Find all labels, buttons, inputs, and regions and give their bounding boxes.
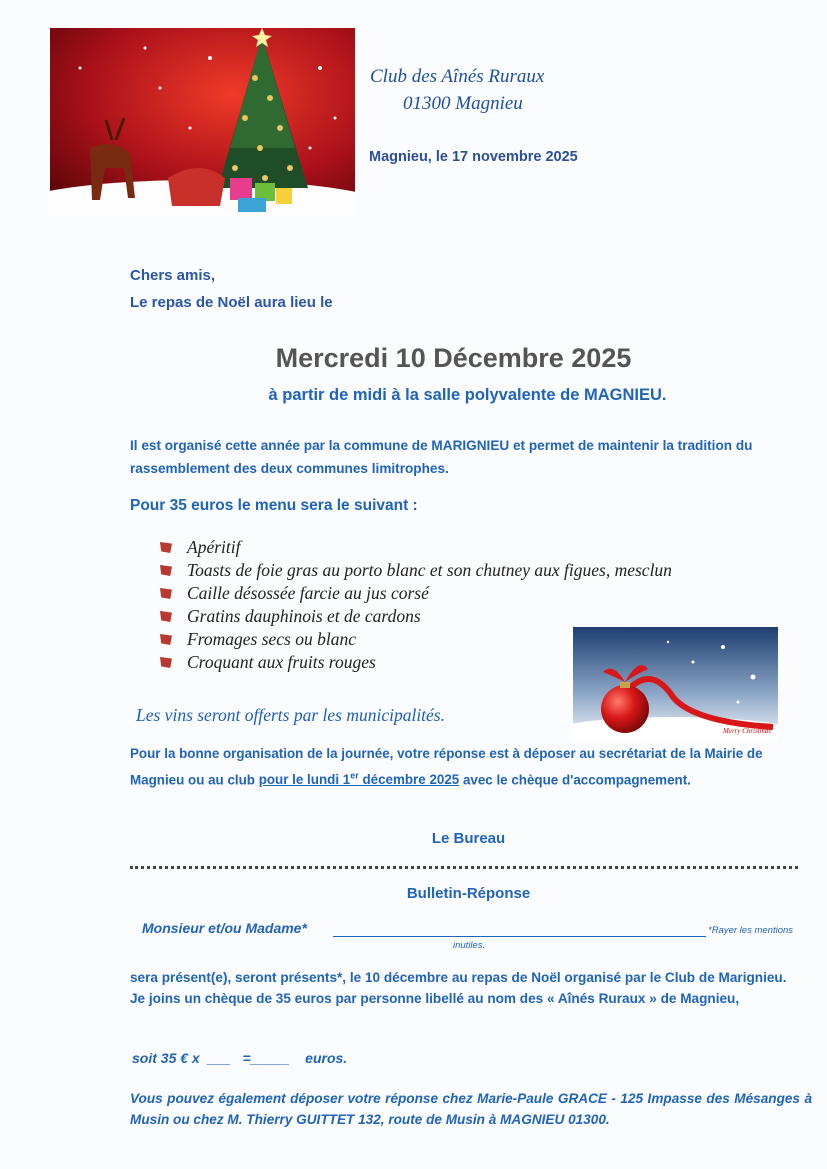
deadline xyxy=(259,772,460,787)
organisation-text-2: avec le chèque d'accompagnement. xyxy=(459,772,691,788)
deadline-post: décembre 2025 xyxy=(358,772,460,788)
greeting xyxy=(130,262,333,316)
ribbon-bullet-icon xyxy=(160,611,172,622)
greeting-line-2: Le repas de Noël aura lieu le xyxy=(130,294,333,311)
organisation-text-1: Pour la bonne organisation de la journée, votre réponse est à déposer au secrétariat de la Mairie de Magnieu ou au club xyxy=(130,746,763,788)
ornament-caption: Merry Christmas xyxy=(723,727,772,735)
menu-item xyxy=(160,536,672,559)
presence-paragraph xyxy=(130,967,810,1009)
event-place: à partir de midi à la salle polyvalente de MAGNIEU. xyxy=(268,386,667,404)
presence-text: sera présent(e), seront présents*, le 10 décembre au repas de Noël organisé par le Club de Marignieu. xyxy=(130,970,787,985)
menu-item-label: Gratins dauphinois et de cardons xyxy=(187,606,421,626)
menu-item-label: Croquant aux fruits rouges xyxy=(187,652,376,672)
menu-item-label: Fromages secs ou blanc xyxy=(187,629,356,649)
name-field-line[interactable] xyxy=(333,936,706,937)
christmas-ornament-picture xyxy=(573,627,778,740)
christmas-tree-picture xyxy=(50,28,355,216)
alternative-paragraph: Vous pouvez également déposer votre réponse chez Marie-Paule GRACE - 125 Impasse des Mésanges à Musin ou chez M. Thierry GUITTET 132, route de Musin à MAGNIEU 01300. xyxy=(130,1091,812,1127)
cheque-text: Je joins un chèque de 35 euros par personne libellé au nom des « Aînés Ruraux » de Magnieu, xyxy=(130,991,740,1006)
menu-item xyxy=(160,559,672,582)
ribbon-bullet-icon xyxy=(160,634,172,645)
signature: Le Bureau xyxy=(431,830,506,847)
strike-note-cont: inutiles. xyxy=(453,940,486,951)
ribbon-bullet-icon xyxy=(160,588,172,599)
menu-item xyxy=(160,605,672,628)
calculation-line: soit 35 € x ___ =_____ euros. xyxy=(132,1050,348,1066)
menu-item xyxy=(160,582,672,605)
menu-item-label: Toasts de foie gras au porto blanc et son chutney aux figues, mesclun xyxy=(187,560,672,580)
menu-item-label: Apéritif xyxy=(187,537,241,557)
menu-title: Pour 35 euros le menu sera le suivant : xyxy=(130,497,418,514)
letter-date: Magnieu, le 17 novembre 2025 xyxy=(369,149,578,165)
greeting-line-1: Chers amis, xyxy=(130,267,216,284)
organisation-paragraph xyxy=(130,742,820,791)
ribbon-bullet-icon xyxy=(160,565,172,576)
ribbon-bullet-icon xyxy=(160,542,172,553)
name-label: Monsieur et/ou Madame* xyxy=(142,920,307,936)
club-name-line: Club des Aînés Ruraux xyxy=(370,66,545,87)
menu-item-label: Caille désossée farcie au jus corsé xyxy=(187,583,429,603)
intro-paragraph: Il est organisé cette année par la commune de MARIGNIEU et permet de maintenir la tradition du rassemblement des deux communes limitrophes. xyxy=(130,438,753,476)
deadline-pre: pour le lundi 1 xyxy=(258,772,351,788)
wines-note: Les vins seront offerts par les municipalités. xyxy=(136,705,445,725)
strike-note: *Rayer les mentions xyxy=(708,925,794,936)
club-name xyxy=(370,63,544,117)
ribbon-bullet-icon xyxy=(160,657,172,668)
cut-line-divider xyxy=(130,866,798,869)
club-city: 01300 Magnieu xyxy=(403,93,523,114)
deadline-sup: er xyxy=(350,771,359,781)
event-date: Mercredi 10 Décembre 2025 xyxy=(275,343,632,373)
form-title: Bulletin-Réponse xyxy=(406,885,531,902)
